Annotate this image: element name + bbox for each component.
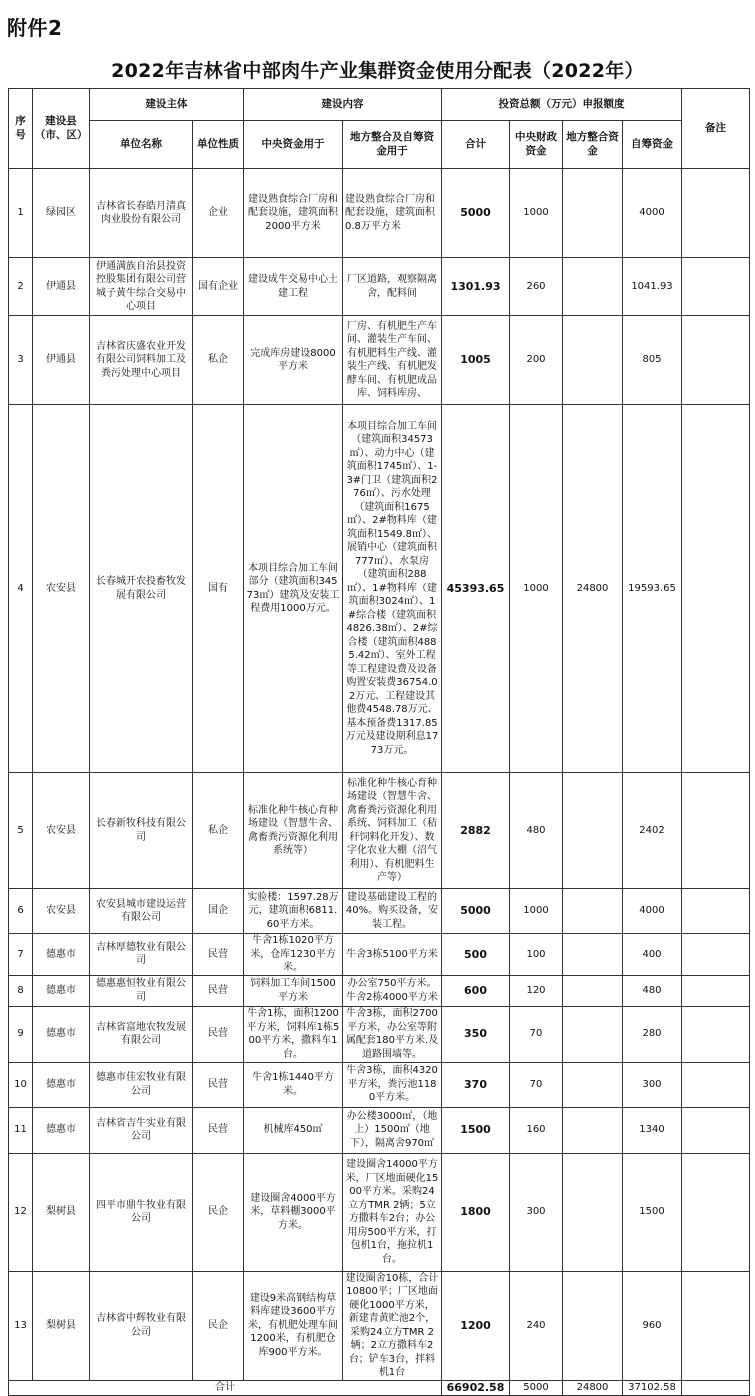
- cell-central-use: 完成库房建设8000平方米: [244, 316, 343, 405]
- cell-local-use: 建设圈舍10栋，合计10800平；厂区地面硬化1000平方米，新建青黄贮池2个，采购24立方TMR 2辆；2立方撒料车2台；铲车3台，拌料机1台: [343, 1271, 442, 1380]
- cell-unit: 德惠市佳宏牧业有限公司: [90, 1062, 193, 1107]
- cell-local-use: 牛舍3栋，面积2700平方米，办公室等附属配套180平方米.及道路围墙等。: [343, 1006, 442, 1062]
- header-self-fund: 自筹资金: [623, 121, 682, 169]
- cell-remark: [682, 169, 750, 258]
- total-self: 37102.58: [623, 1380, 682, 1395]
- cell-central-use: 牛舍1栋1020平方米，仓库1230平方米。: [244, 934, 343, 976]
- cell-unit: 伊通满族自治县投资控股集团有限公司营城子黄牛综合交易中心项目: [90, 258, 193, 316]
- cell-local-use: 建设基础建设工程的40%。购买设备，安装工程。: [343, 889, 442, 934]
- cell-unit: 吉林省长春皓月清真肉业股份有限公司: [90, 169, 193, 258]
- cell-local-fund: [563, 1271, 623, 1380]
- table-row: [9, 975, 750, 1006]
- header-county: 建设县（市、区）: [33, 89, 90, 169]
- cell-central-use: 牛舍1栋，面积1200平方米，饲料库1栋500平方米，撒料车1台。: [244, 1006, 343, 1062]
- header-content: 建设内容: [244, 89, 442, 121]
- total-sum: 66902.58: [442, 1380, 510, 1395]
- cell-local-fund: [563, 1107, 623, 1153]
- cell-county: 伊通县: [33, 316, 90, 405]
- cell-local-use: 办公室750平方米。牛舍2栋4000平方米: [343, 975, 442, 1006]
- cell-county: 德惠市: [33, 1107, 90, 1153]
- cell-local-fund: [563, 258, 623, 316]
- table-row: [9, 773, 750, 889]
- cell-self-fund: 4000: [623, 169, 682, 258]
- cell-unit: 农安县城市建设运营有限公司: [90, 889, 193, 934]
- cell-central-fund: 1000: [510, 169, 563, 258]
- cell-seq: 1: [9, 169, 33, 258]
- cell-local-use: 牛舍3栋5100平方米: [343, 934, 442, 976]
- cell-self-fund: 19593.65: [623, 405, 682, 773]
- cell-unit: 德惠惠恒牧业有限公司: [90, 975, 193, 1006]
- cell-unit: 长春城开农投畜牧发展有限公司: [90, 405, 193, 773]
- table-row: [9, 316, 750, 405]
- cell-seq: 11: [9, 1107, 33, 1153]
- cell-local-use: 本项目综合加工车间（建筑面积34573㎡）、动力中心（建筑面积1745㎡）、1-3#门卫（建筑面积276㎡）、污水处理（建筑面积1675㎡）、2#物料库（建筑面积1549.8㎡）、展销中心（建筑面积777㎡）、水泵房（建筑面积288㎡）、1#物料库（建筑面积3024㎡）、1#综合楼（建筑面积4826.38㎡）、2#综合楼（建筑面积4885.42㎡）、室外工程等工程建设费及设备购置安装费36754.02万元、工程建设其他费4548.78万元、基本预备费1317.85万元及建设期利息1773万元。: [343, 405, 442, 773]
- cell-central-fund: 100: [510, 934, 563, 976]
- cell-remark: [682, 889, 750, 934]
- cell-seq: 8: [9, 975, 33, 1006]
- header-remarks: 备注: [682, 89, 750, 169]
- cell-county: 德惠市: [33, 1062, 90, 1107]
- cell-total: 1800: [442, 1153, 510, 1271]
- cell-total: 1200: [442, 1271, 510, 1380]
- cell-seq: 2: [9, 258, 33, 316]
- cell-total: 1005: [442, 316, 510, 405]
- header-seq: 序号: [9, 89, 33, 169]
- cell-remark: [682, 1107, 750, 1153]
- cell-self-fund: 960: [623, 1271, 682, 1380]
- cell-total: 5000: [442, 889, 510, 934]
- cell-unit: 吉林省富地农牧发展有限公司: [90, 1006, 193, 1062]
- total-label: 合计: [9, 1380, 442, 1395]
- table-row: [9, 1107, 750, 1153]
- cell-seq: 6: [9, 889, 33, 934]
- cell-local-fund: [563, 1062, 623, 1107]
- cell-central-fund: 200: [510, 316, 563, 405]
- cell-county: 农安县: [33, 405, 90, 773]
- cell-nature: 民营: [193, 1062, 244, 1107]
- cell-seq: 13: [9, 1271, 33, 1380]
- cell-seq: 10: [9, 1062, 33, 1107]
- cell-central-fund: 70: [510, 1006, 563, 1062]
- cell-central-fund: 300: [510, 1153, 563, 1271]
- cell-central-use: 机械库450㎡: [244, 1107, 343, 1153]
- table-row: [9, 1006, 750, 1062]
- cell-nature: 民营: [193, 1006, 244, 1062]
- cell-nature: 私企: [193, 316, 244, 405]
- cell-seq: 7: [9, 934, 33, 976]
- cell-nature: 民营: [193, 934, 244, 976]
- cell-central-fund: 160: [510, 1107, 563, 1153]
- header-central-use: 中央资金用于: [244, 121, 343, 169]
- cell-unit: 四平市鼎牛牧业有限公司: [90, 1153, 193, 1271]
- cell-unit: 吉林省吉牛实业有限公司: [90, 1107, 193, 1153]
- cell-central-fund: 260: [510, 258, 563, 316]
- cell-county: 德惠市: [33, 1006, 90, 1062]
- cell-nature: 民营: [193, 975, 244, 1006]
- cell-seq: 12: [9, 1153, 33, 1271]
- cell-self-fund: 300: [623, 1062, 682, 1107]
- cell-central-use: 建设9米高钢结构草料库建设3600平方米，有机肥处理车间1200米，有机肥仓库900平方米。: [244, 1271, 343, 1380]
- cell-total: 5000: [442, 169, 510, 258]
- cell-self-fund: 280: [623, 1006, 682, 1062]
- cell-remark: [682, 405, 750, 773]
- table-row: [9, 1271, 750, 1380]
- header-central-fund: 中央财政资金: [510, 121, 563, 169]
- header-unit-nature: 单位性质: [193, 121, 244, 169]
- cell-remark: [682, 1271, 750, 1380]
- cell-remark: [682, 1006, 750, 1062]
- cell-county: 绿园区: [33, 169, 90, 258]
- cell-central-use: 实验楼：1597.28万元，建筑面积6811.60平方米。: [244, 889, 343, 934]
- cell-local-use: 建设熟食综合厂房和配套设施，建筑面积0.8万平方米: [343, 169, 442, 258]
- allocation-table: [8, 88, 750, 1396]
- cell-local-use: 办公楼3000㎡，（地上）1500㎡（地下），隔离舍970㎡: [343, 1107, 442, 1153]
- total-local: 24800: [563, 1380, 623, 1395]
- cell-nature: 民企: [193, 1153, 244, 1271]
- cell-county: 梨树县: [33, 1153, 90, 1271]
- cell-total: 600: [442, 975, 510, 1006]
- cell-self-fund: 2402: [623, 773, 682, 889]
- cell-central-fund: 70: [510, 1062, 563, 1107]
- cell-county: 农安县: [33, 889, 90, 934]
- cell-total: 370: [442, 1062, 510, 1107]
- cell-self-fund: 480: [623, 975, 682, 1006]
- table-row: [9, 934, 750, 976]
- cell-total: 45393.65: [442, 405, 510, 773]
- cell-unit: 长春新牧科技有限公司: [90, 773, 193, 889]
- cell-local-fund: [563, 1006, 623, 1062]
- cell-central-use: 牛舍1栋1440平方米。: [244, 1062, 343, 1107]
- cell-self-fund: 1500: [623, 1153, 682, 1271]
- cell-nature: 私企: [193, 773, 244, 889]
- table-row: [9, 1153, 750, 1271]
- cell-total: 350: [442, 1006, 510, 1062]
- cell-central-fund: 1000: [510, 889, 563, 934]
- cell-remark: [682, 934, 750, 976]
- cell-total: 1500: [442, 1107, 510, 1153]
- cell-local-use: 牛舍3栋，面积4320平方米，粪污池1180平方米。: [343, 1062, 442, 1107]
- document-title: 2022年吉林省中部肉牛产业集群资金使用分配表（2022年）: [111, 60, 644, 82]
- cell-remark: [682, 773, 750, 889]
- cell-remark: [682, 1062, 750, 1107]
- cell-nature: 企业: [193, 169, 244, 258]
- header-entity: 建设主体: [90, 89, 244, 121]
- cell-local-fund: [563, 773, 623, 889]
- cell-central-use: 饲料加工车间1500平方米: [244, 975, 343, 1006]
- cell-self-fund: 400: [623, 934, 682, 976]
- header-investment: 投资总额（万元）申报额度: [442, 89, 682, 121]
- cell-nature: 国企: [193, 889, 244, 934]
- cell-nature: 国有企业: [193, 258, 244, 316]
- table-row: [9, 1062, 750, 1107]
- cell-local-fund: [563, 316, 623, 405]
- cell-self-fund: 1041.93: [623, 258, 682, 316]
- cell-unit: 吉林厚德牧业有限公司: [90, 934, 193, 976]
- table-row: [9, 169, 750, 258]
- cell-self-fund: 4000: [623, 889, 682, 934]
- cell-central-use: 建设熟食综合厂房和配套设施，建筑面积2000平方米: [244, 169, 343, 258]
- cell-local-fund: [563, 975, 623, 1006]
- cell-remark: [682, 316, 750, 405]
- cell-local-fund: [563, 169, 623, 258]
- cell-remark: [682, 258, 750, 316]
- cell-nature: 民营: [193, 1107, 244, 1153]
- cell-local-fund: 24800: [563, 405, 623, 773]
- header-total: 合计: [442, 121, 510, 169]
- table-row: [9, 258, 750, 316]
- cell-seq: 3: [9, 316, 33, 405]
- cell-central-fund: 240: [510, 1271, 563, 1380]
- cell-local-fund: [563, 1153, 623, 1271]
- cell-county: 农安县: [33, 773, 90, 889]
- cell-nature: 民企: [193, 1271, 244, 1380]
- cell-local-use: 标准化种牛核心育种场建设（智慧牛舍、禽畜粪污资源化利用系统、饲料加工（秸秆饲料化开发）、数字化农业大棚（沼气利用）、有机肥料生产等）: [343, 773, 442, 889]
- cell-central-use: 建设成牛交易中心土建工程: [244, 258, 343, 316]
- cell-total: 500: [442, 934, 510, 976]
- cell-county: 梨树县: [33, 1271, 90, 1380]
- header-local-use: 地方整合及自筹资金用于: [343, 121, 442, 169]
- cell-remark: [682, 975, 750, 1006]
- cell-self-fund: 805: [623, 316, 682, 405]
- cell-self-fund: 1340: [623, 1107, 682, 1153]
- table-row: [9, 889, 750, 934]
- cell-local-fund: [563, 889, 623, 934]
- cell-nature: 国有: [193, 405, 244, 773]
- cell-local-use: 厂区道路，观察隔离舍，配料间: [343, 258, 442, 316]
- cell-local-use: 建设圈舍14000平方米，厂区地面硬化1500平方米。采购24立方TMR 2辆；5立方撒料车2台；办公用房500平方米，打包机1台，拖拉机1台。: [343, 1153, 442, 1271]
- cell-local-use: 厂房、有机肥生产车间、灌装生产车间、有机肥料生产线、灌装生产线、有机肥发酵车间、有机肥成品库、饲料库房、: [343, 316, 442, 405]
- cell-central-use: 标准化种牛核心育种场建设（智慧牛舍、禽畜粪污资源化利用系统等）: [244, 773, 343, 889]
- cell-total: 1301.93: [442, 258, 510, 316]
- cell-county: 德惠市: [33, 975, 90, 1006]
- cell-central-use: 本项目综合加工车间部分（建筑面积34573㎡）建筑及安装工程费用1000万元。: [244, 405, 343, 773]
- cell-county: 伊通县: [33, 258, 90, 316]
- cell-seq: 4: [9, 405, 33, 773]
- cell-central-fund: 1000: [510, 405, 563, 773]
- cell-seq: 9: [9, 1006, 33, 1062]
- header-local-fund: 地方整合资金: [563, 121, 623, 169]
- cell-county: 德惠市: [33, 934, 90, 976]
- cell-central-use: 建设圈舍4000平方米，草料棚3000平方米。: [244, 1153, 343, 1271]
- attachment-label: 附件2: [7, 16, 63, 40]
- cell-local-fund: [563, 934, 623, 976]
- header-unit-name: 单位名称: [90, 121, 193, 169]
- cell-total: 2882: [442, 773, 510, 889]
- cell-central-fund: 480: [510, 773, 563, 889]
- cell-unit: 吉林省庆盛农业开发有限公司饲料加工及粪污处理中心项目: [90, 316, 193, 405]
- cell-unit: 吉林省中辉牧业有限公司: [90, 1271, 193, 1380]
- cell-central-fund: 120: [510, 975, 563, 1006]
- table-row: [9, 405, 750, 773]
- total-central: 5000: [510, 1380, 563, 1395]
- cell-seq: 5: [9, 773, 33, 889]
- cell-remark: [682, 1153, 750, 1271]
